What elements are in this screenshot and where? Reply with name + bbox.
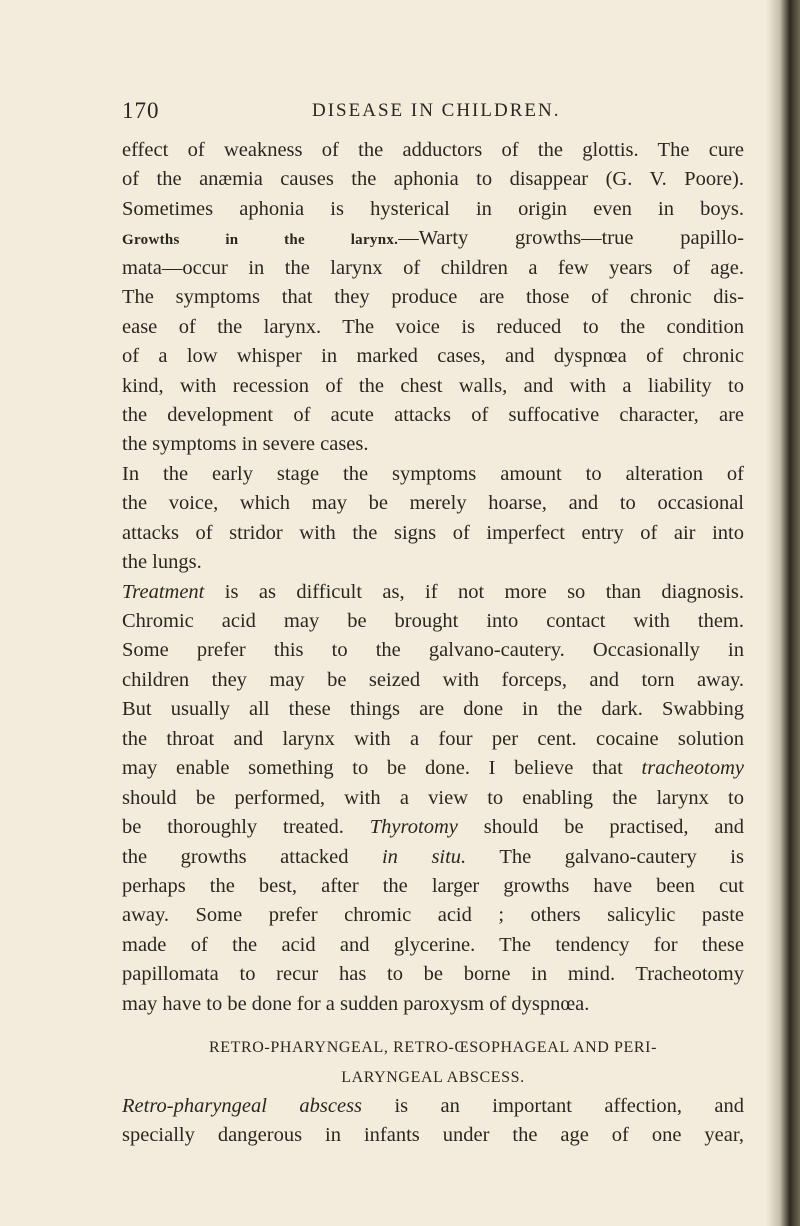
line-text: should be practised, and xyxy=(457,816,744,839)
text-line xyxy=(122,578,744,607)
page-number: 170 xyxy=(122,98,160,123)
text-line: children they may be seized with forceps, and torn away. xyxy=(122,668,744,691)
text-line: the symptoms in severe cases. xyxy=(122,433,369,456)
text-line: kind, with recession of the chest walls, and with a liability to xyxy=(122,374,744,397)
text-line: papillomata to recur has to be borne in mind. Tracheotomy xyxy=(122,963,744,986)
text-line: Sometimes aphonia is hysterical in origin even in boys. xyxy=(122,197,744,220)
text-line: may have to be done for a sudden paroxysm of dyspnœa. xyxy=(122,992,590,1015)
text-line: But usually all these things are done in the dark. Swabbing xyxy=(122,698,744,721)
text-line: the lungs. xyxy=(122,551,202,574)
side-heading: Growths in the larynx. xyxy=(122,232,399,249)
line-text: —Warty growths—true papillo- xyxy=(398,227,744,250)
italic-term: Treatment xyxy=(122,580,205,603)
text-line: ease of the larynx. The voice is reduced to the condition xyxy=(122,315,744,338)
text-line xyxy=(122,224,744,253)
text-line xyxy=(122,754,744,783)
italic-term: tracheotomy xyxy=(641,757,744,780)
text-line: perhaps the best, after the larger growths have been cut xyxy=(122,874,744,897)
line-text: the growths attacked xyxy=(122,845,382,868)
text-line: of the anæmia causes the aphonia to disappear (G. V. Poore). xyxy=(122,168,744,191)
page-header xyxy=(122,98,742,130)
page-body xyxy=(122,136,744,1151)
line-text: is as difficult as, if not more so than diagnosis. xyxy=(204,580,744,603)
running-title: DISEASE IN CHILDREN. xyxy=(312,100,561,121)
text-line: the development of acute attacks of suffocative character, are xyxy=(122,403,744,426)
section-heading: RETRO-PHARYNGEAL, RETRO-ŒSOPHAGEAL AND PERI- xyxy=(208,1039,658,1057)
line-text: is an important affection, and xyxy=(362,1095,744,1117)
text-line: Some prefer this to the galvano-cautery. Occasionally in xyxy=(122,639,744,662)
page-edge-shadow xyxy=(766,0,800,1226)
text-line: of a low whisper in marked cases, and dyspnœa of chronic xyxy=(122,345,744,368)
text-line xyxy=(122,843,744,872)
text-line: effect of weakness of the adductors of the glottis. The cure xyxy=(122,139,744,161)
italic-term: Thyrotomy xyxy=(369,816,458,839)
text-line: Chromic acid may be brought into contact with them. xyxy=(122,610,744,632)
section-heading: LARYNGEAL ABSCESS. xyxy=(341,1068,525,1086)
text-line: specially dangerous in infants under the age of one year, xyxy=(122,1124,744,1147)
text-line: The symptoms that they produce are those of chronic dis- xyxy=(122,286,744,309)
line-text: may enable something to be done. I believe that xyxy=(122,757,642,780)
italic-term: Retro-pharyngeal abscess xyxy=(122,1095,363,1117)
text-line: the voice, which may be merely hoarse, and to occasional xyxy=(122,492,744,515)
text-line xyxy=(122,1092,744,1121)
text-line xyxy=(122,813,744,842)
text-line: away. Some prefer chromic acid ; others salicylic paste xyxy=(122,904,744,927)
text-line: In the early stage the symptoms amount to alteration of xyxy=(122,462,744,485)
text-line: attacks of stridor with the signs of imperfect entry of air into xyxy=(122,521,744,544)
line-text: be thoroughly treated. xyxy=(122,816,344,839)
italic-term: in situ. xyxy=(381,845,467,868)
text-line: should be performed, with a view to enabling the larynx to xyxy=(122,786,744,809)
text-line: the throat and larynx with a four per cent. cocaine solution xyxy=(122,727,744,750)
text-line: mata—occur in the larynx of children a few years of age. xyxy=(122,256,744,279)
text-line: made of the acid and glycerine. The tendency for these xyxy=(122,933,744,956)
line-text: The galvano-cautery is xyxy=(466,845,744,868)
